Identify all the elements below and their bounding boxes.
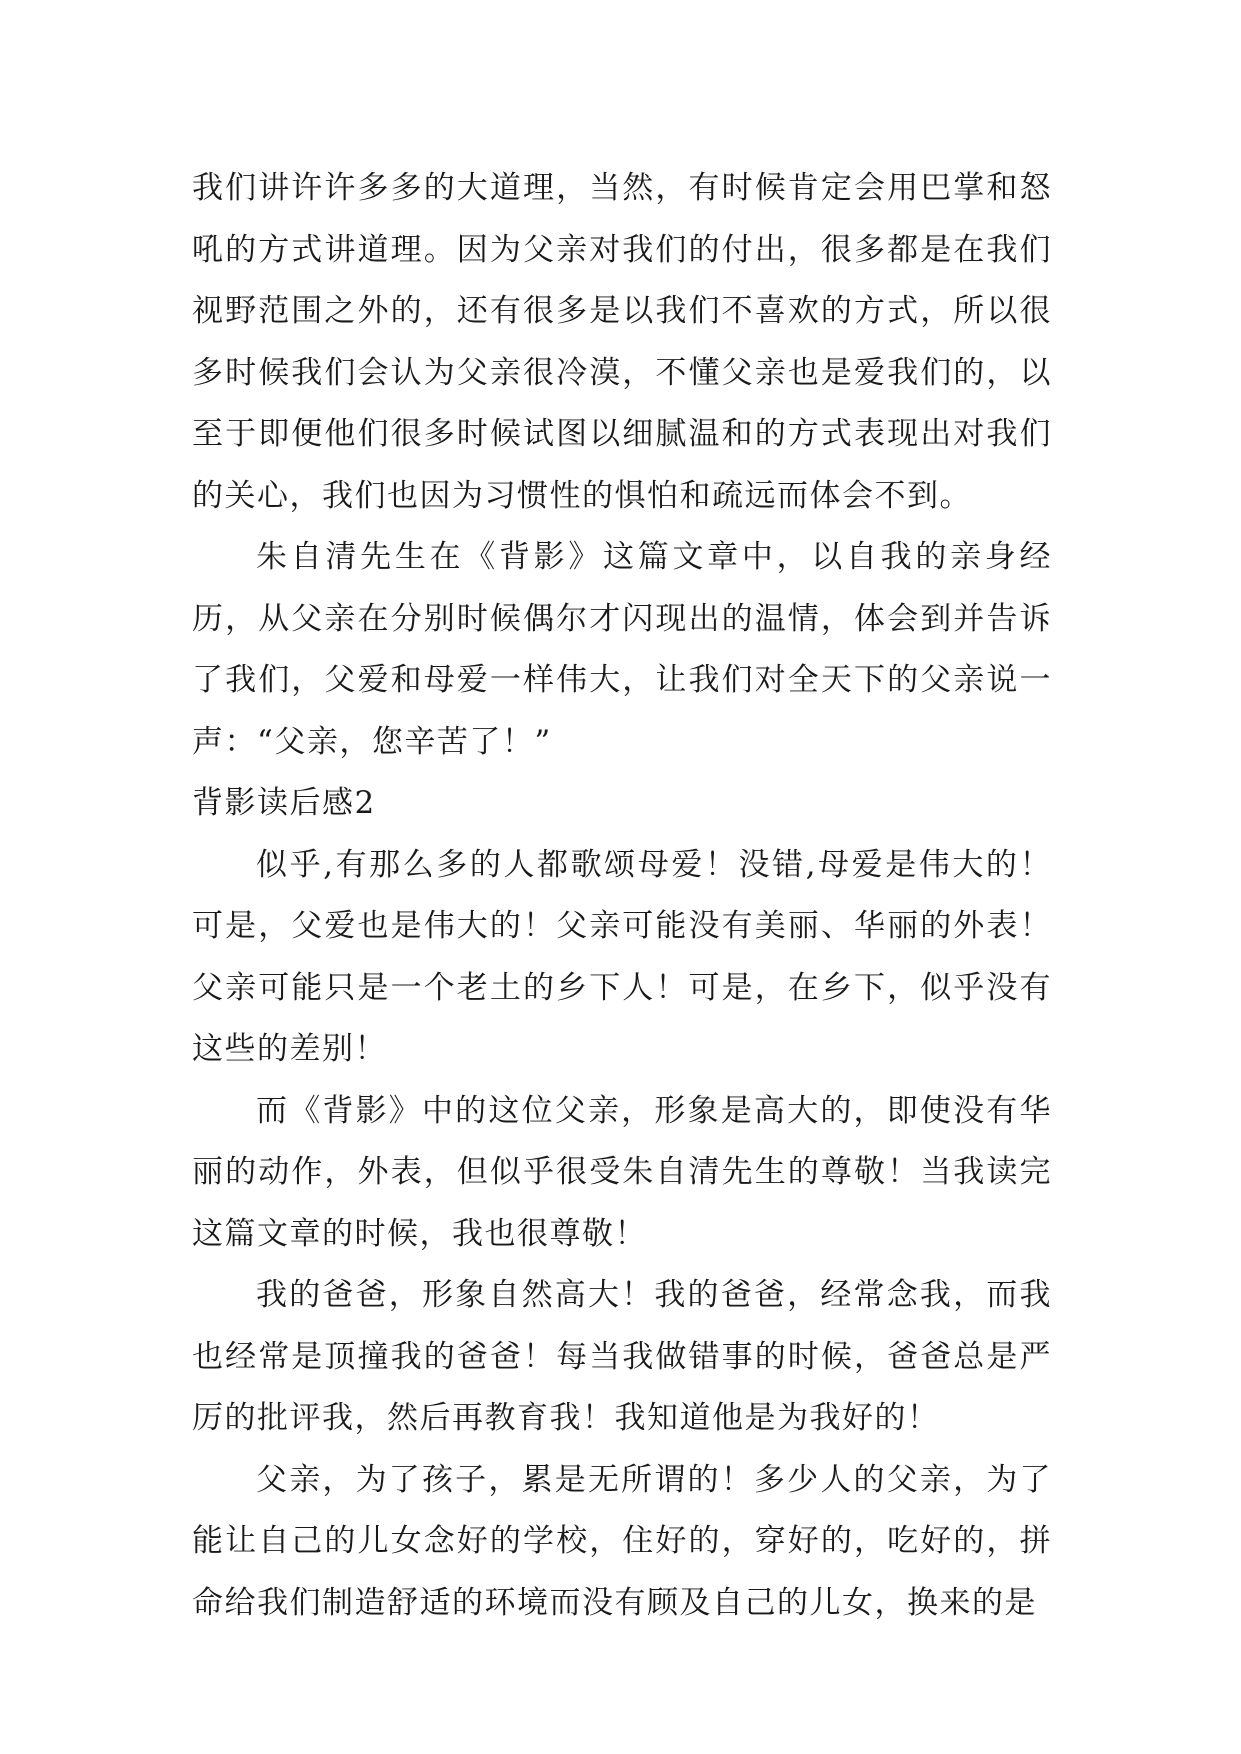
paragraph-fatherly-love: 似乎,有那么多的人都歌颂母爱！没错,母爱是伟大的！可是，父爱也是伟大的！父亲可能没有美丽、华丽的外表！父亲可能只是一个老土的乡下人！可是，在乡下，似乎没有这些的差别！ bbox=[192, 846, 1052, 1067]
paragraph-beiying-father: 而《背影》中的这位父亲，形象是高大的，即使没有华丽的动作，外表，但似乎很受朱自清先生的尊敬！当我读完这篇文章的时候，我也很尊敬！ bbox=[192, 1092, 1052, 1252]
paragraph-my-dad: 我的爸爸，形象自然高大！我的爸爸，经常念我，而我也经常是顶撞我的爸爸！每当我做错事的时候，爸爸总是严厉的批评我，然后再教育我！我知道他是为我好的！ bbox=[192, 1277, 1052, 1436]
document-body bbox=[192, 158, 1052, 1634]
paragraph-zhu-ziqing: 朱自清先生在《背影》这篇文章中，以自我的亲身经历，从父亲在分别时候偶尔才闪现出的温情，体会到并告诉了我们，父爱和母爱一样伟大，让我们对全天下的父亲说一声：“父亲，您辛苦了！” bbox=[192, 539, 1052, 760]
paragraph-fathers-lessons: 我们讲许许多多的大道理，当然，有时候肯定会用巴掌和怒吼的方式讲道理。因为父亲对我们的付出，很多都是在我们视野范围之外的，还有很多是以我们不喜欢的方式，所以很多时候我们会认为父亲很冷漠，不懂父亲也是爱我们的，以至于即便他们很多时候试图以细腻温和的方式表现出对我们的关心，我们也因为习惯性的惧怕和疏远而体会不到。 bbox=[192, 170, 1052, 514]
section-heading: 背影读后感2 bbox=[192, 785, 376, 821]
paragraph-fathers-sacrifice: 父亲，为了孩子，累是无所谓的！多少人的父亲，为了能让自己的儿女念好的学校，住好的，穿好的，吃好的，拼命给我们制造舒适的环境而没有顾及自己的儿女，换来的是 bbox=[192, 1461, 1052, 1621]
